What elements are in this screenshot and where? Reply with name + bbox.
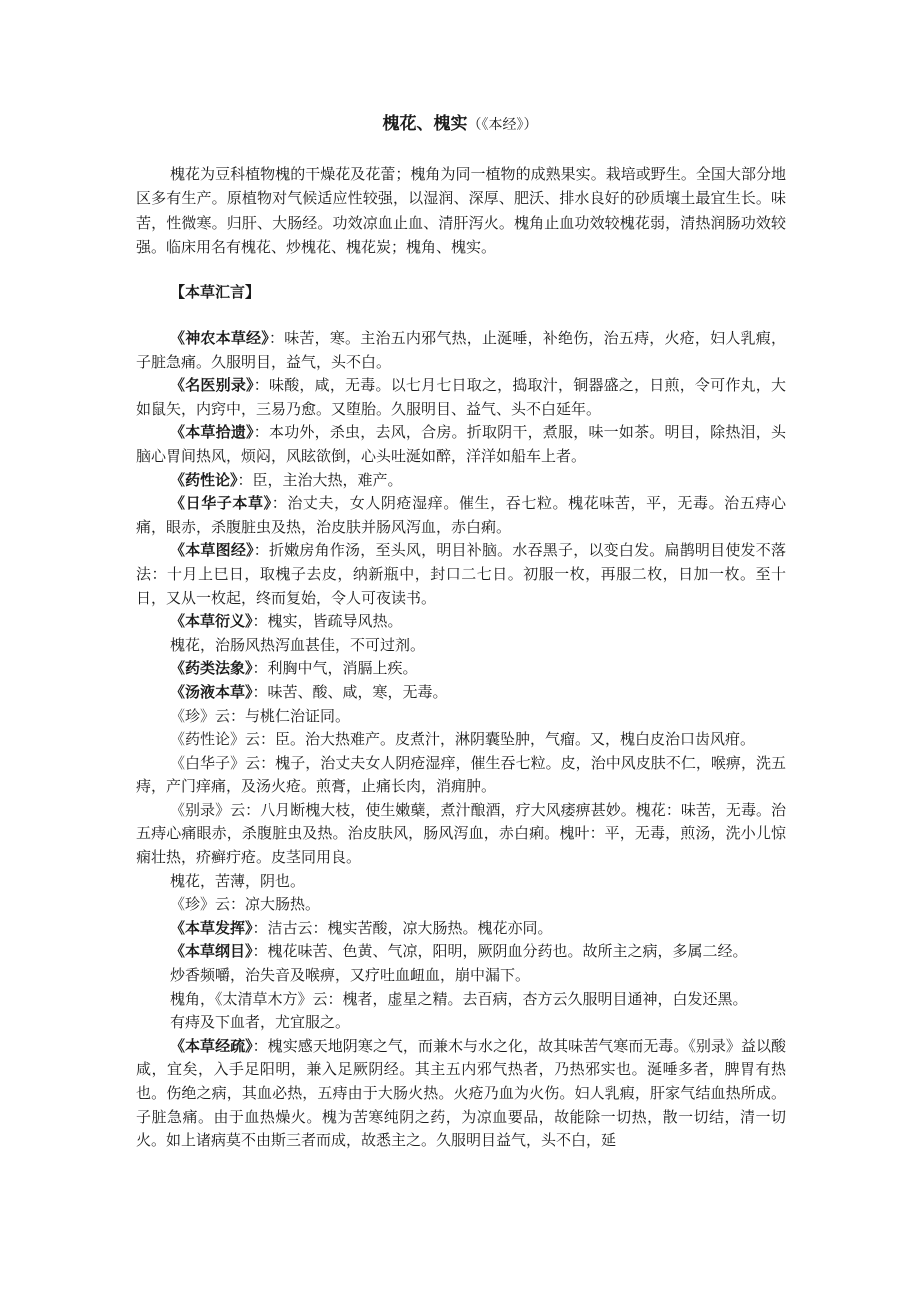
citation-paragraph (136, 539, 786, 610)
citation-text: 《药性论》云：臣。治大热难产。皮煮汁，淋阴囊坠肿，气瘤。又，槐白皮治口齿风疳。 (170, 730, 756, 749)
citation-text: 《珍》云：凉大肠热。 (170, 895, 321, 914)
citation-source: 《本草图经》 (170, 541, 254, 560)
title-source: （《本经》） (467, 117, 538, 133)
citation-source: 《药类法象》 (170, 659, 253, 678)
citation-paragraph (136, 893, 786, 917)
document-title (0, 112, 920, 137)
citation-source: 《名医别录》 (170, 376, 254, 395)
citation-text: ：味苦、酸、咸，寒，无毒。 (252, 682, 448, 701)
citation-paragraph (136, 469, 786, 493)
citation-source: 《日华子本草》 (170, 494, 272, 513)
citation-text: 有痔及下血者，尤宜服之。 (170, 1013, 351, 1032)
citation-paragraph (136, 799, 786, 870)
intro-paragraph: 槐花为豆科植物槐的干燥花及花蕾；槐角为同一植物的成熟果实。栽培或野生。全国大部分地区多有生产。原植物对气候适应性较强，以湿润、深厚、肥沃、排水良好的砂质壤土最宜生长。味苦，性微寒。归肝、大肠经。功效凉血止血、清肝泻火。槐角止血功效较槐花弱，清热润肠功效较强。临床用名有槐花、炒槐花、槐花炭；槐角、槐实。 (136, 165, 786, 256)
citation-text: ：洁古云：槐实苦酸，凉大肠热。槐花亦同。 (252, 918, 553, 937)
citation-text: 槐角，《太清草木方》云：槐者，虚星之精。去百病，杏方云久服明目通神，白发还黑。 (170, 989, 748, 1008)
citation-paragraph (136, 374, 786, 421)
citation-text: ：槐花味苦、色黄、气凉，阳明，厥阴血分药也。故所主之病，多属二经。 (252, 942, 748, 961)
citation-text: ：味酸，咸，无毒。以七月七日取之，捣取汁，铜器盛之，日煎，令可作丸，大如鼠矢，内窍中，三易乃愈。又堕胎。久服明目、益气、头不白延年。 (136, 376, 786, 418)
citation-paragraph (136, 705, 786, 729)
citation-text: ：臣，主治大热，难产。 (237, 470, 403, 489)
citation-text: 《珍》云：与桃仁治证同。 (170, 706, 351, 725)
citation-text: 炒香频嚼，治失音及喉痹，又疗吐血衄血，崩中漏下。 (170, 966, 531, 985)
citation-paragraph (136, 752, 786, 799)
citation-text: 槐花，苦薄，阴也。 (170, 871, 306, 890)
citation-source: 《本草衍义》 (170, 612, 253, 631)
citation-paragraph (136, 870, 786, 894)
citation-paragraph (136, 988, 786, 1012)
citation-text: ：本功外，杀虫，去风，合房。折取阴干，煮服，味一如茶。明目，除热泪，头脑心胃间热风，烦闷，风眩欲倒，心头吐涎如醉，洋洋如船车上者。 (136, 423, 786, 465)
citation-paragraph (136, 917, 786, 941)
citation-paragraph (136, 492, 786, 539)
citation-paragraph (136, 681, 786, 705)
citation-text: ：折嫩房角作汤，至头风，明目补脑。水吞黑子，以变白发。扁鹊明目使发不落法：十月上巳日，取槐子去皮，纳新瓶中，封口二七日。初服一枚，再服二枚，日加一枚。至十日，又从一枚起，终而复始，令人可夜读书。 (136, 541, 786, 607)
citation-paragraph (136, 610, 786, 634)
citation-paragraph (136, 657, 786, 681)
citation-paragraph (136, 1035, 786, 1153)
citation-paragraph (136, 728, 786, 752)
citation-paragraph (136, 327, 786, 374)
herbal-citations (136, 327, 786, 1153)
citation-text: ：利胸中气，消膈上疾。 (252, 659, 418, 678)
citation-paragraph (136, 964, 786, 988)
citation-paragraph (136, 634, 786, 658)
citation-paragraph (136, 421, 786, 468)
citation-text: ：味苦，寒。主治五内邪气热，止涎唾，补绝伤，治五痔，火疮，妇人乳瘕，子脏急痛。久服明目，益气，头不白。 (136, 329, 786, 371)
section-heading: 【本草汇言】 (170, 283, 261, 301)
citation-source: 《本草经疏》 (170, 1036, 253, 1055)
citation-source: 《本草纲目》 (170, 942, 253, 961)
citation-text: ：槐实，皆疏导风热。 (252, 612, 403, 631)
citation-source: 《神农本草经》 (170, 329, 269, 347)
citation-text: 《白华子》云：槐子，治丈夫女人阴疮湿痒，催生吞七粒。皮，治中风皮肤不仁，喉痹，洗五痔，产门痒痛，及汤火疮。煎膏，止痛长肉，消痈肿。 (136, 753, 786, 796)
citation-source: 《药性论》 (170, 470, 238, 489)
citation-source: 《汤液本草》 (170, 682, 253, 701)
citation-source: 《本草拾遗》 (170, 423, 254, 442)
title-main: 槐花、槐实 (382, 114, 468, 134)
citation-paragraph (136, 940, 786, 964)
citation-text: 《别录》云：八月断槐大枝，使生嫩蘖，煮汁酿酒，疗大风痿痹甚妙。槐花：味苦，无毒。治五痔心痛眼赤，杀腹脏虫及热。治皮肤风，肠风泻血，赤白痢。槐叶：平，无毒，煎汤，洗小儿惊痫壮热，疥癣疔疮。皮茎同用良。 (136, 800, 786, 867)
citation-text: ：治丈夫，女人阴疮湿痒。催生，吞七粒。槐花味苦，平，无毒。治五痔心痛，眼赤，杀腹脏虫及热，治皮肤并肠风泻血，赤白痢。 (136, 494, 786, 536)
citation-text: ：槐实感天地阴寒之气，而兼木与水之化，故其味苦气寒而无毒。《别录》益以酸咸，宜矣，入手足阳明，兼入足厥阴经。其主五内邪气热者，乃热邪实也。涎唾多者，脾胃有热也。伤绝之病，其血必热，五痔由于大肠火热。火疮乃血为火伤。妇人乳瘕，肝家气结血热所成。子脏急痛。由于血热燥火。槐为苦寒纯阴之药，为凉血要品，故能除一切热，散一切结，清一切火。如上诸病莫不由斯三者而成，故悉主之。久服明目益气，头不白，延 (136, 1036, 786, 1150)
citation-paragraph (136, 1011, 786, 1035)
citation-text: 槐花，治肠风热泻血甚佳，不可过剂。 (170, 635, 426, 654)
citation-source: 《本草发挥》 (170, 918, 253, 937)
